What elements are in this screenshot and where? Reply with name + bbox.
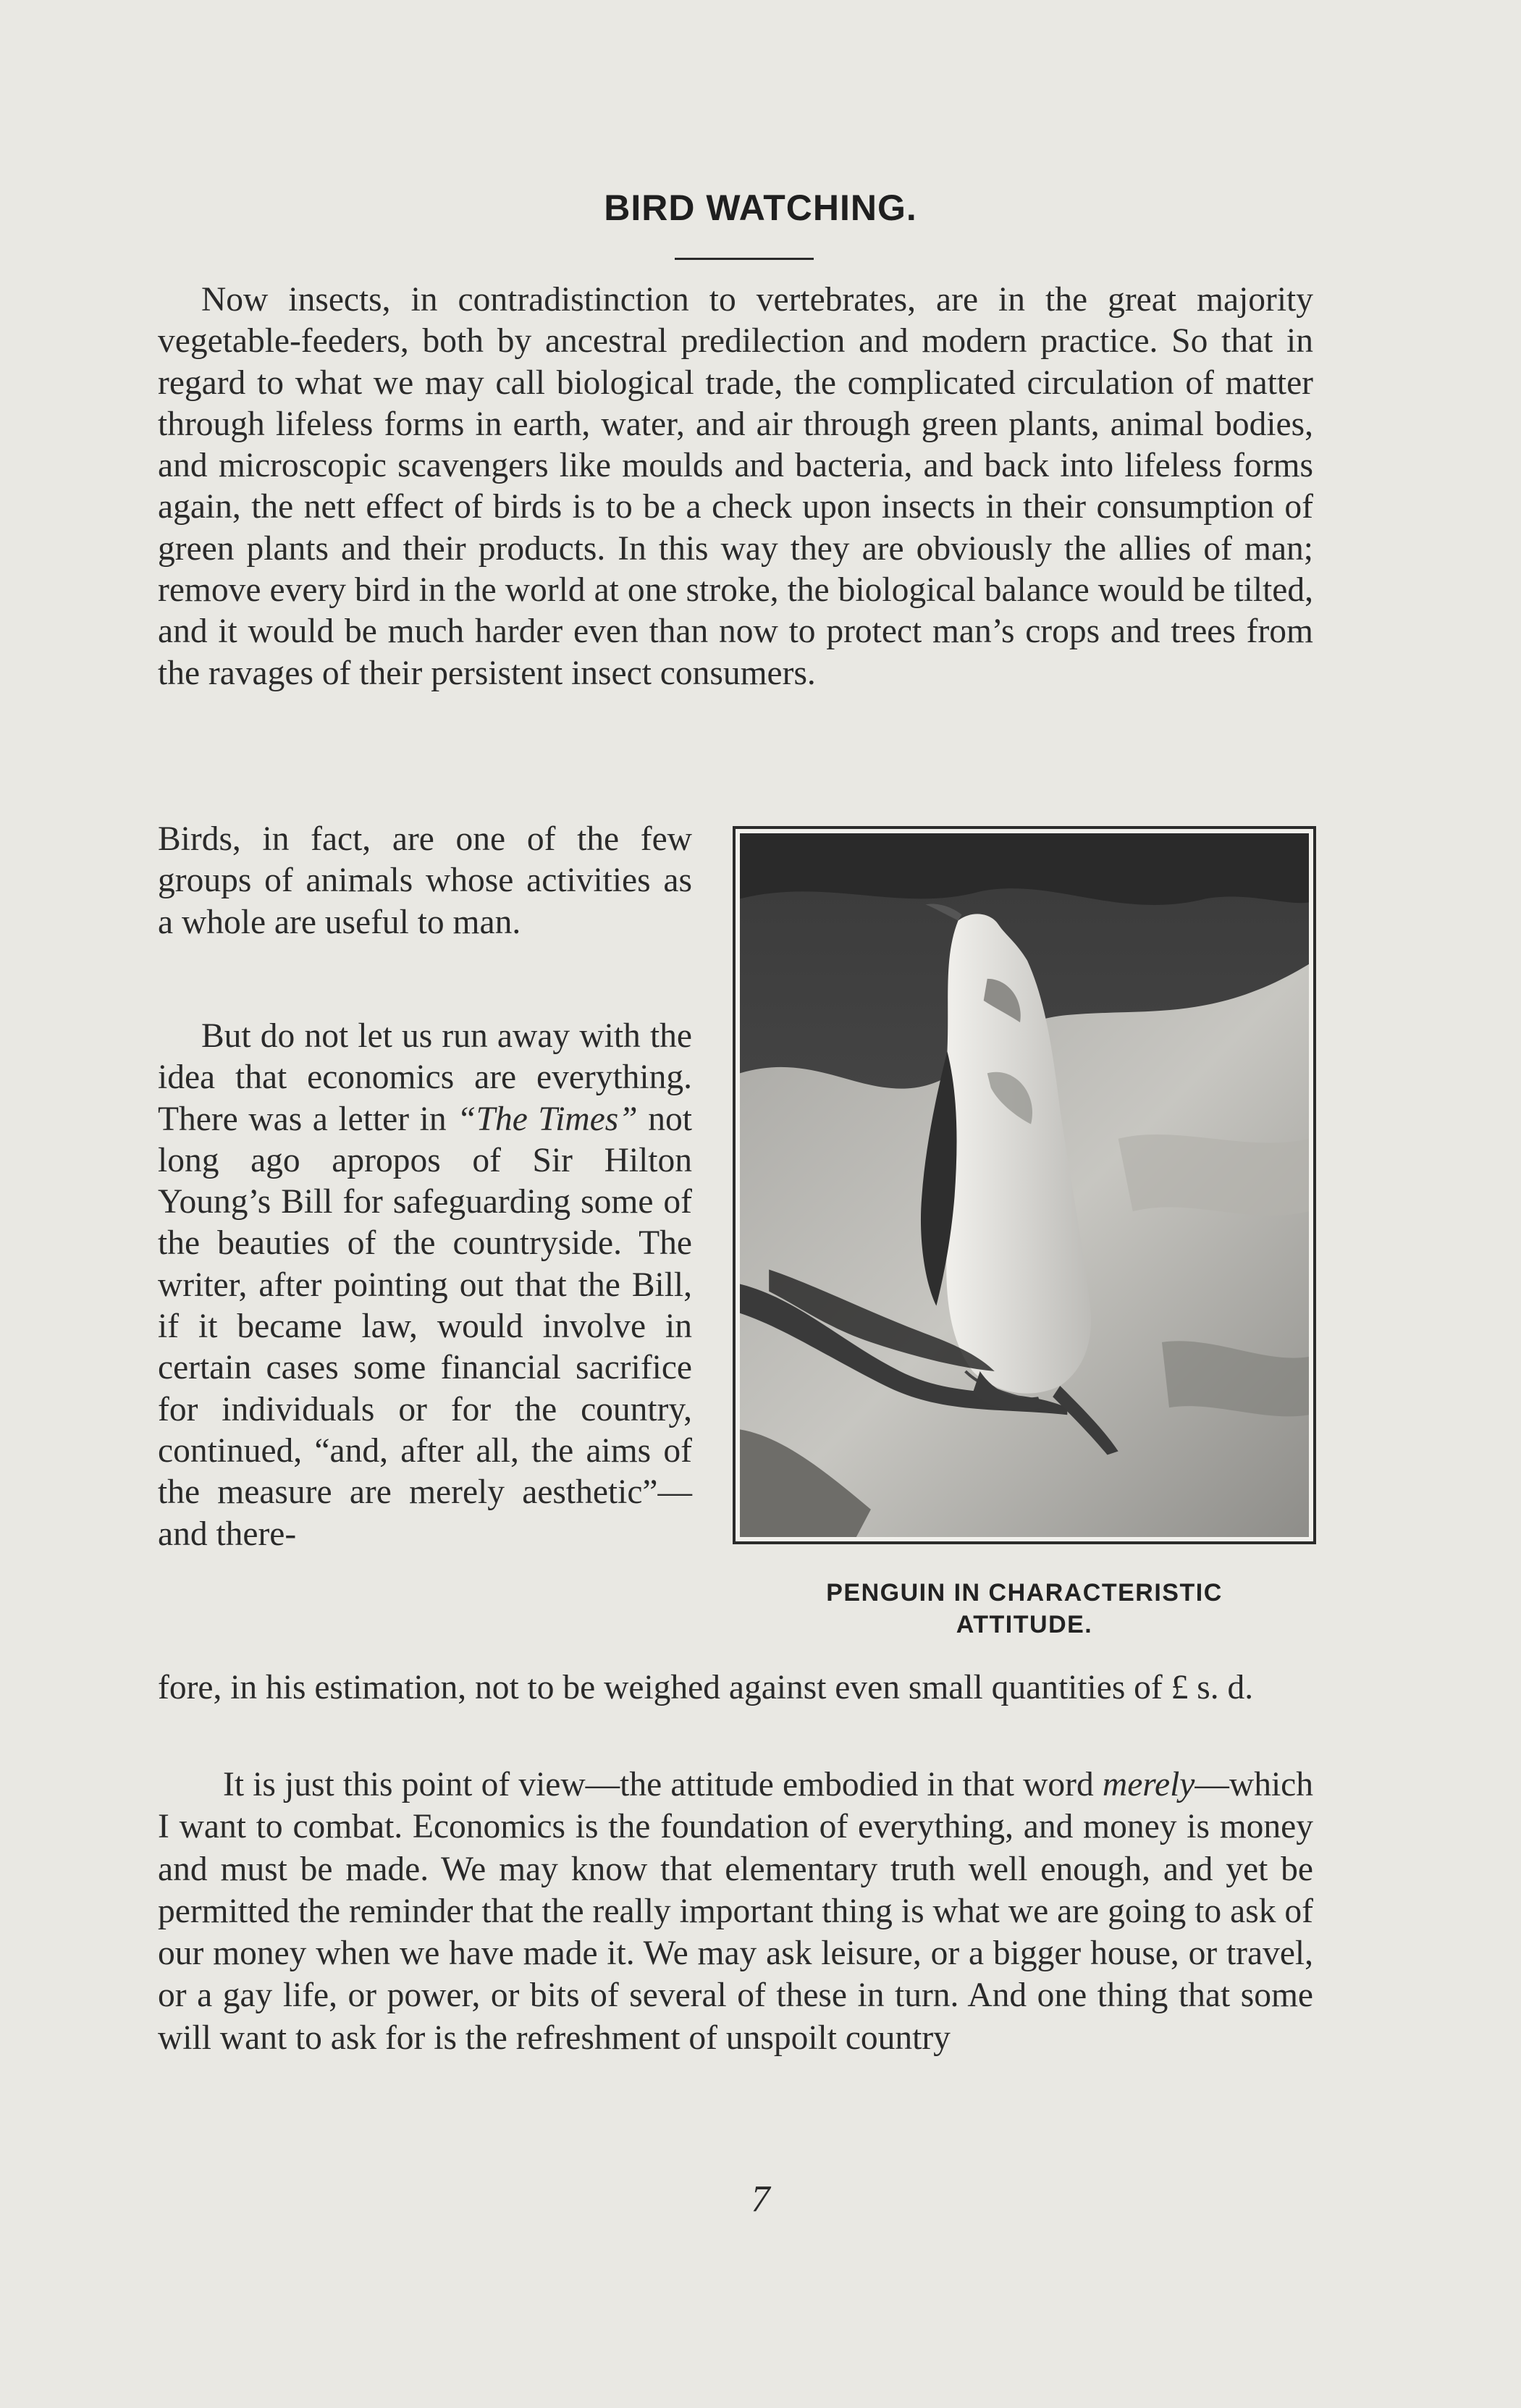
caption-line-2: ATTITUDE.: [956, 1611, 1093, 1638]
paragraph-text: Birds, in fact, are one of the few groups of animals whose activities as a whole are useful to man.: [158, 820, 692, 941]
title-rule: [675, 258, 814, 260]
paragraph-birds-useful: [158, 819, 692, 943]
paragraph-merely: [158, 1764, 1313, 2059]
paragraph-insects: [158, 279, 1313, 694]
paragraph-economics: [158, 1016, 692, 1555]
text-run: not long ago apropos of Sir Hilton Young’s Bill for safeguarding some of the beauties of the countryside. The writer, after pointing out that the Bill, if it became law, would involve in certain cases some financial sacrifice for individuals or for the country, continued, “and, after all, the aims of the measure are merely aesthetic”—and there-: [158, 1100, 693, 1553]
text-run: But do not let us run away with the idea that economics are everything. There was a letter in: [158, 1017, 692, 1138]
photo-caption: [733, 1577, 1316, 1641]
italic-newspaper-title: “The Times”: [457, 1100, 638, 1138]
text-run: It is just this point of view—the attitude embodied in that word: [223, 1766, 1103, 1803]
penguin-photo: [733, 826, 1316, 1544]
italic-word: merely: [1102, 1766, 1195, 1803]
text-run: —which I want to combat. Economics is the foundation of everything, and money is money and must be made. We may know that elementary truth well enough, and yet be permitted the reminder that the really important thing is what we are going to ask of our money when we have made it. We may ask leisure, or a bigger house, or travel, or a gay life, or power, or bits of several of these in turn. And one thing that some will want to ask for is the refreshment of unspoilt country: [158, 1766, 1313, 2057]
paragraph-text: fore, in his estimation, not to be weighed against even small quantities of £ s. d.: [158, 1669, 1254, 1706]
caption-line-1: PENGUIN IN CHARACTERISTIC: [826, 1579, 1223, 1607]
paragraph-continuation: [158, 1667, 1313, 1709]
penguin-photo-image: [740, 833, 1309, 1537]
paragraph-text: [158, 1016, 692, 1555]
page-title: BIRD WATCHING.: [604, 188, 917, 228]
paragraph-text: Now insects, in contradistinction to vertebrates, are in the great majority vegetable-feeders, both by ancestral predilection and modern practice. So that in regard to what we may call biological trade, the complicated circulation of matter through lifeless forms in earth, water, and air through green plants, animal bodies, and microscopic scavengers like moulds and bacteria, and back into lifeless forms again, the nett effect of birds is to be a check upon insects in their consumption of green plants and their products. In this way they are obviously the allies of man; remove every bird in the world at one stroke, the biological balance would be tilted, and it would be much harder even than now to protect man’s crops and trees from the ravages of their persistent insect consumers.: [158, 281, 1313, 692]
page-number: 7: [751, 2178, 770, 2220]
paragraph-text: [158, 1764, 1313, 2059]
